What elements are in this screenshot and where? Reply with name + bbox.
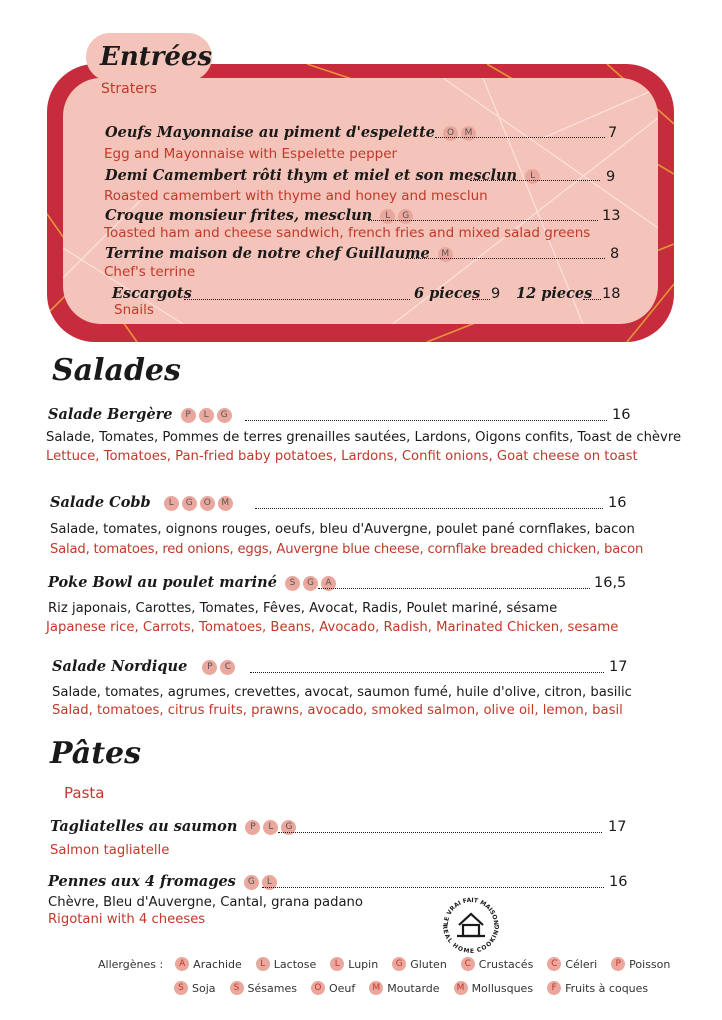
- dish-name-text: Poke Bowl au poulet mariné: [48, 574, 277, 591]
- dish-name-text: Salade Bergère: [48, 406, 173, 423]
- price-leader-dots: [368, 220, 598, 221]
- logo-bottom-text: REAL HOME COOKING: [440, 924, 502, 953]
- allergen-badge: G: [217, 408, 232, 423]
- entree-name-text: Oeufs Mayonnaise au piment d'espelette: [105, 124, 435, 141]
- svg-text:LE VRAI FAIT MAISON: [443, 897, 499, 926]
- dish-price: 16: [612, 407, 631, 423]
- dish-desc-en: Rigotani with 4 cheeses: [48, 912, 206, 927]
- allergen-badge: A: [175, 957, 189, 971]
- allergen-name: Poisson: [629, 957, 671, 971]
- allergen-badge: P: [202, 660, 217, 675]
- entree-price: 13: [602, 208, 621, 224]
- price-leader-dots: [405, 258, 605, 259]
- dish-price: 17: [608, 819, 627, 835]
- svg-text:REAL HOME COOKING: [441, 924, 501, 953]
- allergen-badge: O: [311, 981, 325, 995]
- allergen-badge: L: [263, 820, 278, 835]
- entree-name: [105, 167, 540, 184]
- allergen-name: Arachide: [193, 957, 242, 971]
- entree-price: 7: [608, 125, 618, 141]
- dish-desc-fr: Riz japonais, Carottes, Tomates, Fêves, Avocat, Radis, Poulet mariné, sésame: [48, 601, 558, 616]
- dish-name-text: Salade Nordique: [52, 658, 188, 675]
- allergen-name: Crustacés: [478, 957, 534, 971]
- price-leader-dots: [470, 180, 600, 181]
- dish-price: 16: [609, 874, 628, 890]
- house-icon: [440, 895, 502, 953]
- entree-name: [105, 245, 453, 262]
- entree-price: 18: [602, 286, 621, 302]
- allergen-badge: C: [220, 660, 235, 675]
- allergen-badge: P: [181, 408, 196, 423]
- entree-name: [105, 124, 476, 141]
- allergen-badge: L: [262, 875, 277, 890]
- dish-desc-en: Lettuce, Tomatoes, Pan-fried baby potatoes, Lardons, Confit onions, Goat cheese on toast: [46, 449, 638, 464]
- allergen-name: Gluten: [410, 957, 447, 971]
- dish-desc-fr: Salade, tomates, oignons rouges, oeufs, bleu d'Auvergne, poulet pané cornflakes, bacon: [50, 522, 635, 537]
- pates-subtitle: Pasta: [64, 784, 105, 802]
- dish-name-text: Pennes aux 4 fromages: [48, 873, 236, 890]
- dish-desc-en: Salad, tomatoes, red onions, eggs, Auvergne blue cheese, cornflake breaded chicken, bacon: [50, 542, 644, 557]
- dish-name: [48, 406, 232, 423]
- entree-price: 8: [610, 246, 620, 262]
- allergen-badge: M: [218, 496, 233, 511]
- salades-title: Salades: [52, 353, 181, 388]
- dish-price: 16,5: [594, 575, 627, 591]
- allergen-badge: G: [392, 957, 406, 971]
- entree-desc: Chef's terrine: [104, 264, 196, 280]
- price-leader-dots: [184, 299, 410, 300]
- dish-price: 17: [609, 659, 628, 675]
- dish-name: [50, 818, 296, 835]
- allergen-badge: S: [230, 981, 244, 995]
- dish-desc-fr: Chèvre, Bleu d'Auvergne, Cantal, grana padano: [48, 895, 363, 910]
- allergen-badge: C: [461, 957, 475, 971]
- allergen-badge: L: [525, 169, 540, 184]
- dish-desc-en: Salmon tagliatelle: [50, 843, 170, 858]
- price-leader-dots: [255, 508, 603, 509]
- allergen-badge: M: [369, 981, 383, 995]
- entrees-title: Entrées: [100, 42, 213, 72]
- allergen-badge: S: [285, 576, 300, 591]
- allergen-badge: O: [200, 496, 215, 511]
- allergen-badge: O: [443, 126, 458, 141]
- allergen-badge: G: [303, 576, 318, 591]
- dish-name-text: Tagliatelles au saumon: [50, 818, 238, 835]
- allergen-badge: C: [547, 957, 561, 971]
- dish-price: 16: [608, 495, 627, 511]
- allergen-name: Lupin: [348, 957, 379, 971]
- dish-name: [48, 873, 277, 890]
- price-leader-dots: [472, 299, 490, 300]
- price-leader-dots: [245, 420, 607, 421]
- allergen-name: Moutarde: [387, 981, 440, 995]
- allergen-name: Oeuf: [328, 981, 356, 995]
- entree-desc: Snails: [114, 302, 154, 318]
- allergen-name: Mollusques: [471, 981, 534, 995]
- allergen-name: Céleri: [565, 957, 598, 971]
- allergen-badge: S: [174, 981, 188, 995]
- portion-label: 12 pieces: [516, 285, 593, 302]
- allergen-badge: F: [547, 981, 561, 995]
- allergen-badge: A: [321, 576, 336, 591]
- allergen-name: Fruits à coques: [565, 981, 649, 995]
- entree-name-text: Croque monsieur frites, mesclun: [105, 207, 373, 224]
- portion-label: 6 pieces: [414, 285, 481, 302]
- entree-desc: Roasted camembert with thyme and honey and mesclun: [104, 188, 488, 204]
- allergen-name: Sésames: [247, 981, 297, 995]
- entrees-subtitle: Straters: [101, 81, 157, 97]
- allergen-legend-row-2: [174, 981, 648, 995]
- price-leader-dots: [262, 887, 604, 888]
- dish-name: [50, 494, 233, 511]
- home-cooking-logo: [440, 895, 502, 953]
- entree-desc: Egg and Mayonnaise with Espelette pepper: [104, 146, 398, 162]
- price-leader-dots: [435, 137, 605, 138]
- allergen-badge: L: [330, 957, 344, 971]
- dish-name-text: Salade Cobb: [50, 494, 151, 511]
- allergen-badge: M: [454, 981, 468, 995]
- allergen-badge: L: [199, 408, 214, 423]
- price-leader-dots: [250, 672, 604, 673]
- dish-desc-en: Salad, tomatoes, citrus fruits, prawns, avocado, smoked salmon, olive oil, lemon, basil: [52, 703, 623, 718]
- entree-price: 9: [491, 286, 501, 302]
- entree-desc: Toasted ham and cheese sandwich, french fries and mixed salad greens: [104, 225, 591, 241]
- allergen-name: Soja: [192, 981, 216, 995]
- allergen-badge: G: [281, 820, 296, 835]
- allergen-name: Lactose: [273, 957, 317, 971]
- entree-name: Escargots: [112, 285, 192, 302]
- allergen-badge: G: [244, 875, 259, 890]
- entree-name-text: Terrine maison de notre chef Guillaume: [105, 245, 430, 262]
- allergen-legend-row-1: [98, 957, 670, 971]
- allergen-badge: P: [245, 820, 260, 835]
- allergen-badge: L: [380, 209, 395, 224]
- allergen-badge: G: [398, 209, 413, 224]
- dish-desc-fr: Salade, Tomates, Pommes de terres grenailles sautées, Lardons, Oigons confits, Toast de chèvre: [46, 430, 682, 445]
- allergen-badge: L: [256, 957, 270, 971]
- pates-title: Pâtes: [50, 736, 142, 771]
- allergen-badge: P: [611, 957, 625, 971]
- dish-name: [48, 574, 336, 591]
- allergen-badge: L: [164, 496, 179, 511]
- allergen-badge: G: [182, 496, 197, 511]
- entree-price: 9: [606, 169, 616, 185]
- dish-desc-en: Japanese rice, Carrots, Tomatoes, Beans, Avocado, Radish, Marinated Chicken, sesame: [46, 620, 619, 635]
- price-leader-dots: [278, 832, 602, 833]
- price-leader-dots: [318, 588, 590, 589]
- dish-name: [52, 658, 235, 675]
- price-leader-dots: [583, 299, 601, 300]
- allergen-legend-label: Allergènes :: [98, 957, 164, 971]
- dish-desc-fr: Salade, tomates, agrumes, crevettes, avocat, saumon fumé, huile d'olive, citron, basilic: [52, 685, 632, 700]
- allergen-badge: M: [461, 126, 476, 141]
- allergen-badge: M: [438, 247, 453, 262]
- entree-name: [105, 207, 413, 224]
- logo-top-text: LE VRAI FAIT MAISON: [442, 896, 500, 926]
- entree-name-text: Demi Camembert rôti thym et miel et son mesclun: [105, 167, 518, 184]
